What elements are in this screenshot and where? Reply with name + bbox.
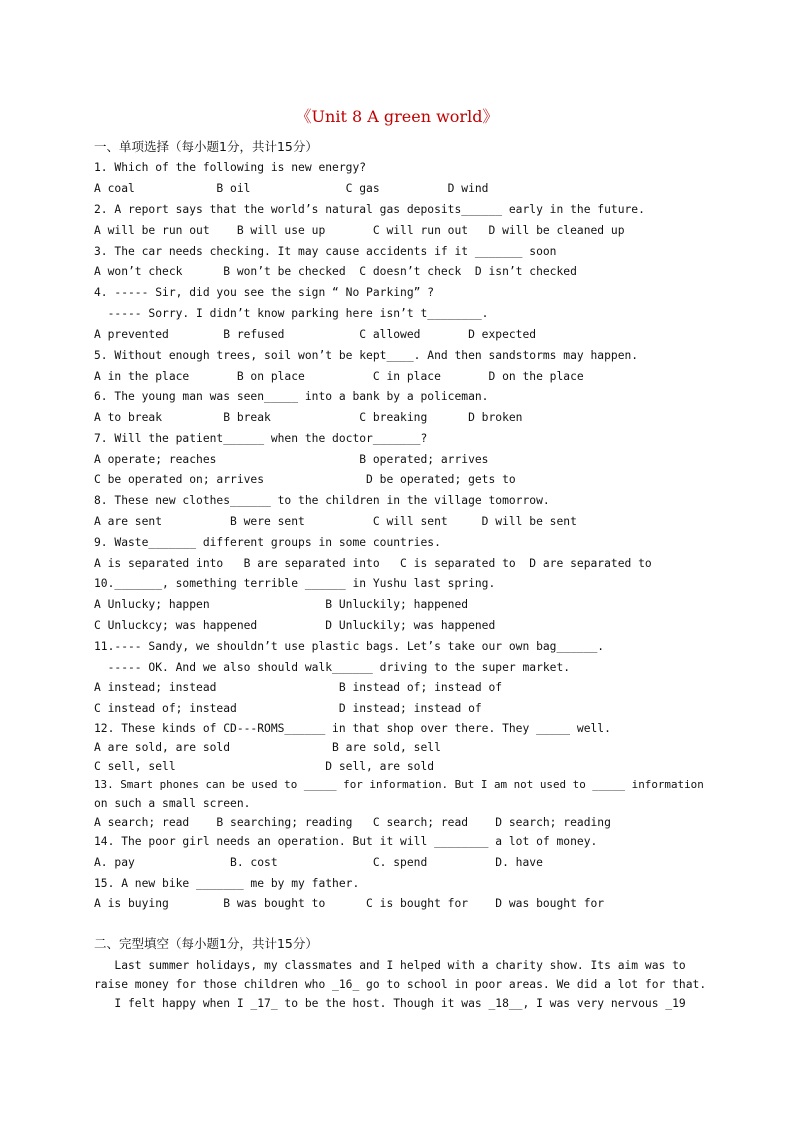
options-line: A to break B break C breaking D broken: [94, 411, 523, 424]
question-line: 5. Without enough trees, soil won’t be kept____. And then sandstorms may happen.: [94, 349, 639, 362]
options-line: A is buying B was bought to C is bought for D was bought for: [94, 897, 605, 910]
question-line: 1. Which of the following is new energy?: [94, 161, 367, 174]
question-line: 14. The poor girl needs an operation. But it will ________ a lot of money.: [94, 835, 598, 848]
options-line: A are sold, are sold B are sold, sell: [94, 741, 441, 754]
options-line: C instead of; instead D instead; instead of: [94, 702, 482, 715]
section2-heading: 二、完型填空（每小题1分，共计15分）: [94, 936, 318, 951]
options-line: A won’t check B won’t be checked C doesn’t check D isn’t checked: [94, 265, 577, 278]
question-line: ----- Sorry. I didn’t know parking here isn’t t________.: [94, 307, 489, 320]
options-line: C sell, sell D sell, are sold: [94, 760, 435, 773]
question-line: on such a small screen.: [94, 797, 251, 810]
question-line: 10._______, something terrible ______ in Yushu last spring.: [94, 577, 496, 590]
document-title: 《Unit 8 A green world》: [295, 107, 499, 126]
question-line: 13. Smart phones can be used to _____ for information. But I am not used to _____ information: [94, 778, 704, 791]
question-line: 7. Will the patient______ when the doctor_______?: [94, 432, 428, 445]
question-line: 4. ----- Sir, did you see the sign “ No Parking” ?: [94, 286, 435, 299]
options-line: C be operated on; arrives D be operated; gets to: [94, 473, 516, 486]
question-line: 2. A report says that the world’s natural gas deposits______ early in the future.: [94, 203, 645, 216]
options-line: A operate; reaches B operated; arrives: [94, 453, 489, 466]
section1-heading: 一、单项选择（每小题1分，共计15分）: [94, 139, 318, 154]
options-line: A search; read B searching; reading C search; read D search; reading: [94, 816, 611, 829]
options-line: A will be run out B will use up C will run out D will be cleaned up: [94, 224, 625, 237]
options-line: A Unlucky; happen B Unluckily; happened: [94, 598, 469, 611]
question-line: 3. The car needs checking. It may cause accidents if it _______ soon: [94, 245, 557, 258]
options-line: A prevented B refused C allowed D expected: [94, 328, 537, 341]
question-line: 11.---- Sandy, we shouldn’t use plastic bags. Let’s take our own bag______.: [94, 640, 605, 653]
question-line: 12. These kinds of CD---ROMS______ in that shop over there. They _____ well.: [94, 722, 611, 735]
options-line: A instead; instead B instead of; instead of: [94, 681, 503, 694]
passage-line: Last summer holidays, my classmates and I helped with a charity show. Its aim was to: [94, 959, 686, 972]
question-line: 15. A new bike _______ me by my father.: [94, 877, 360, 890]
question-line: ----- OK. And we also should walk______ driving to the super market.: [94, 661, 571, 674]
question-line: 8. These new clothes______ to the children in the village tomorrow.: [94, 494, 550, 507]
options-line: A. pay B. cost C. spend D. have: [94, 856, 543, 869]
question-line: 9. Waste_______ different groups in some countries.: [94, 536, 441, 549]
options-line: A coal B oil C gas D wind: [94, 182, 489, 195]
options-line: A is separated into B are separated into C is separated to D are separated to: [94, 557, 652, 570]
options-line: C Unluckcy; was happened D Unluckily; was happened: [94, 619, 496, 632]
passage-line: I felt happy when I _17_ to be the host. Though it was _18__, I was very nervous _19: [94, 997, 686, 1010]
passage-line: raise money for those children who _16_ go to school in poor areas. We did a lot for that.: [94, 978, 707, 991]
options-line: A in the place B on place C in place D on the place: [94, 370, 584, 383]
options-line: A are sent B were sent C will sent D will be sent: [94, 515, 577, 528]
question-line: 6. The young man was seen_____ into a bank by a policeman.: [94, 390, 489, 403]
